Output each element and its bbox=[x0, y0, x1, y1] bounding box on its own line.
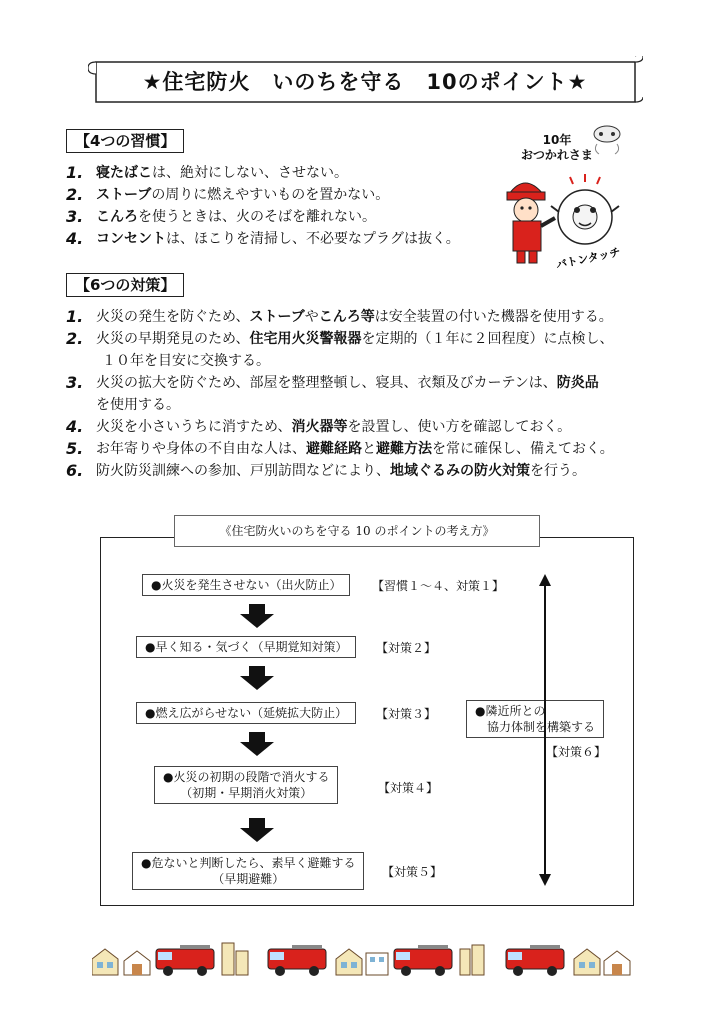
diagram-step-early-detection: ●早く知る・気づく（早期覚知対策） bbox=[136, 636, 356, 658]
fire-engine-icon bbox=[156, 945, 214, 976]
firefighter-icon bbox=[507, 183, 555, 263]
house-icon bbox=[92, 949, 118, 975]
page-title: ★住宅防火 いのちを守る 10のポイント★ bbox=[142, 70, 588, 94]
list-item: 2. ストーブの周りに燃えやすいものを置かない。 bbox=[66, 185, 390, 204]
diagram-step-early-evacuation: ●危ないと判断したら、素早く避難する （早期避難） bbox=[132, 852, 364, 890]
list-item: 3. 火災の拡大を防ぐため、部屋を整理整頓し、寝具、衣類及びカーテンは、防炎品 を使用する。 bbox=[66, 373, 599, 413]
down-arrow-icon bbox=[240, 604, 274, 628]
smoke-detector-character-icon bbox=[551, 174, 619, 244]
mascot-caption: 10年 おつかれさま bbox=[521, 133, 593, 162]
list-item: 6. 防火防災訓練への参加、戸別訪問などにより、地域ぐるみの防火対策を行う。 bbox=[66, 461, 586, 480]
list-item: 1. 寝たばこは、絶対にしない、させない。 bbox=[66, 163, 348, 182]
diagram-tag: 【対策２】 bbox=[376, 641, 437, 655]
diagram-tag: 【対策３】 bbox=[376, 707, 437, 721]
down-arrow-icon bbox=[240, 818, 274, 842]
down-arrow-icon bbox=[240, 732, 274, 756]
signature-text: バトンタッチ bbox=[554, 245, 622, 272]
house-icon bbox=[124, 951, 150, 975]
fire-engine-icon bbox=[506, 945, 564, 976]
diagram-step-early-extinguish: ●火災の初期の段階で消火する （初期・早期消火対策） bbox=[154, 766, 338, 804]
house-icon bbox=[336, 949, 362, 975]
list-item: 3. こんろを使うときは、火のそばを離れない。 bbox=[66, 207, 376, 226]
footer-decoration bbox=[92, 937, 632, 977]
list-item: 4. コンセントは、ほこりを清掃し、不必要なプラグは抜く。 bbox=[66, 229, 460, 248]
building-icon bbox=[366, 953, 388, 975]
building-icon bbox=[460, 945, 484, 975]
diagram-tag: 【習慣１～４、対策１】 bbox=[372, 579, 505, 593]
list-item: 5. お年寄りや身体の不自由な人は、避難経路と避難方法を常に確保し、備えておく。 bbox=[66, 439, 614, 458]
diagram-tag: 【対策４】 bbox=[378, 781, 439, 795]
list-item: 2. 火災の早期発見のため、住宅用火災警報器を定期的（１年に２回程度）に点検し、 １０年を目安に交換する。 bbox=[66, 329, 614, 369]
habits-heading: 【4つの習慣】 bbox=[66, 129, 184, 153]
diagram-step-prevent-spread: ●燃え広がらせない（延焼拡大防止） bbox=[136, 702, 356, 724]
diagram-tag: 【対策５】 bbox=[382, 865, 443, 879]
fire-engine-icon bbox=[268, 945, 326, 976]
measures-heading: 【6つの対策】 bbox=[66, 273, 184, 297]
double-arrow-icon bbox=[537, 574, 553, 886]
diagram-title: 《住宅防火いのちを守る 10 のポイントの考え方》 bbox=[174, 515, 540, 547]
diagram-step-prevent-fire: ●火災を発生させない（出火防止） bbox=[142, 574, 350, 596]
list-item: 4. 火災を小さいうちに消すため、消火器等を設置し、使い方を確認しておく。 bbox=[66, 417, 572, 436]
list-item: 1. 火災の発生を防ぐため、ストーブやこんろ等は安全装置の付いた機器を使用する。 bbox=[66, 307, 613, 326]
diagram-side-box-neighborhood: ●隣近所との 協力体制を構築する bbox=[466, 700, 604, 738]
fire-engine-icon bbox=[394, 945, 452, 976]
building-icon bbox=[222, 943, 248, 975]
measures-list bbox=[66, 306, 676, 482]
down-arrow-icon bbox=[240, 666, 274, 690]
diagram-tag: 【対策６】 bbox=[546, 745, 607, 759]
house-icon bbox=[604, 951, 630, 975]
habits-list bbox=[66, 162, 506, 250]
house-icon bbox=[574, 949, 600, 975]
